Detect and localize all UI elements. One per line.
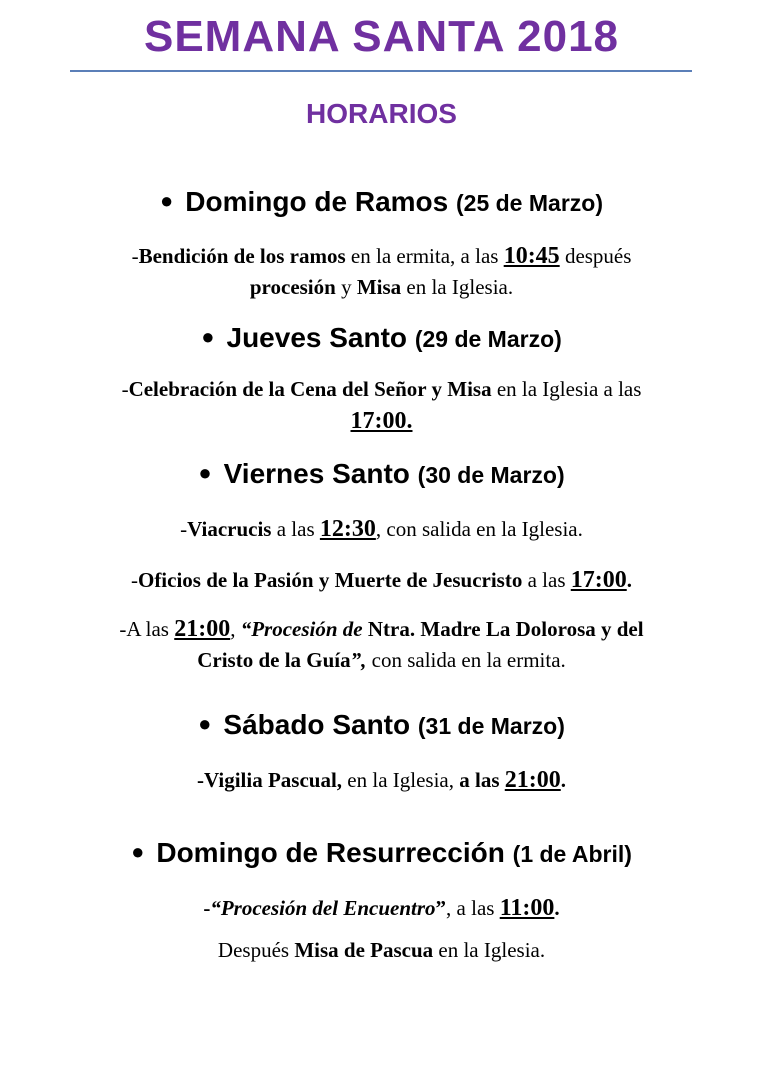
event-name: “Procesión de (240, 617, 368, 641)
event-name: “Procesión del Encuentro (210, 896, 436, 920)
text-fragment: ”, (350, 648, 367, 672)
text-fragment: , con salida en la Iglesia. (375, 517, 583, 541)
event-name: Misa de Pascua (294, 938, 434, 962)
text-fragment: - (131, 244, 139, 268)
text-fragment: . (560, 768, 567, 792)
text-fragment: a las (459, 768, 505, 792)
event-time: 21:00 (504, 767, 561, 793)
section-date: (25 de Marzo) (456, 190, 603, 216)
event-time: 11:00 (499, 895, 555, 921)
text-fragment: . (554, 896, 560, 920)
event-time: 17:00. (350, 408, 413, 434)
event-name: Bendición de los ramos (138, 244, 346, 268)
schedule-line (0, 374, 763, 404)
title-divider (70, 70, 692, 72)
schedule-line (0, 514, 763, 544)
event-name: Misa (356, 275, 402, 299)
section-date: (29 de Marzo) (414, 326, 562, 352)
text-fragment: - (121, 377, 129, 401)
event-name: Cristo de la Guía (197, 648, 351, 672)
text-fragment: ” (435, 896, 447, 920)
text-fragment: - (203, 896, 211, 920)
event-time: 17:00 (570, 567, 627, 593)
text-fragment: , a las (446, 896, 500, 920)
section-name: Sábado Santo (223, 709, 411, 740)
text-fragment: , (230, 617, 241, 641)
text-fragment: . (626, 568, 632, 592)
text-fragment: a las (271, 517, 320, 541)
section-date: (31 de Marzo) (417, 713, 565, 739)
event-name: Viacrucis (187, 517, 272, 541)
schedule-line (0, 645, 763, 675)
text-fragment: - (130, 568, 138, 592)
text-fragment: Después (217, 938, 295, 962)
text-fragment: y (335, 275, 357, 299)
page-subtitle: HORARIOS (306, 98, 457, 129)
section-heading-viernes-santo (0, 457, 763, 493)
section-name: Jueves Santo (226, 322, 408, 353)
event-name: -Vigilia Pascual, (196, 768, 343, 792)
schedule-line (0, 241, 763, 271)
section-date: (30 de Marzo) (417, 462, 565, 488)
text-fragment: con salida en la ermita. (366, 648, 566, 672)
schedule-line (0, 272, 763, 302)
schedule-line (0, 935, 763, 965)
section-name: Viernes Santo (223, 458, 410, 489)
event-time: 21:00 (174, 616, 231, 642)
text-fragment: - (180, 517, 188, 541)
text-fragment: en la Iglesia. (433, 938, 546, 962)
section-heading-domingo-resurreccion (0, 836, 763, 872)
bullet-icon: ● (160, 188, 174, 213)
event-time: 10:45 (503, 243, 560, 269)
text-fragment: después (559, 244, 632, 268)
schedule-line (0, 614, 763, 644)
section-heading-domingo-ramos (0, 185, 763, 221)
text-fragment: a las (522, 568, 571, 592)
event-name: Celebración de la Cena del Señor y Misa (128, 377, 492, 401)
section-name: Domingo de Ramos (185, 186, 449, 217)
event-name: Ntra. Madre La Dolorosa y del (367, 617, 644, 641)
schedule-line (0, 565, 763, 595)
page-title: SEMANA SANTA 2018 (143, 12, 620, 61)
text-fragment: en la ermita, a las (345, 244, 504, 268)
bullet-icon: ● (198, 711, 212, 736)
schedule-line (0, 893, 763, 923)
event-name: procesión (249, 275, 336, 299)
schedule-line (0, 406, 763, 436)
event-time: 12:30 (319, 516, 376, 542)
text-fragment: en la Iglesia a las (491, 377, 642, 401)
section-heading-jueves-santo (0, 321, 763, 357)
bullet-icon: ● (131, 839, 145, 864)
section-heading-sabado-santo (0, 708, 763, 744)
text-fragment: en la Iglesia. (401, 275, 514, 299)
text-fragment: en la Iglesia, (342, 768, 460, 792)
bullet-icon: ● (201, 324, 215, 349)
schedule-line (0, 765, 763, 795)
text-fragment: -A las (119, 617, 175, 641)
event-name: Oficios de la Pasión y Muerte de Jesucristo (137, 568, 523, 592)
bullet-icon: ● (198, 460, 212, 485)
section-date: (1 de Abril) (512, 841, 632, 867)
section-name: Domingo de Resurrección (156, 837, 505, 868)
